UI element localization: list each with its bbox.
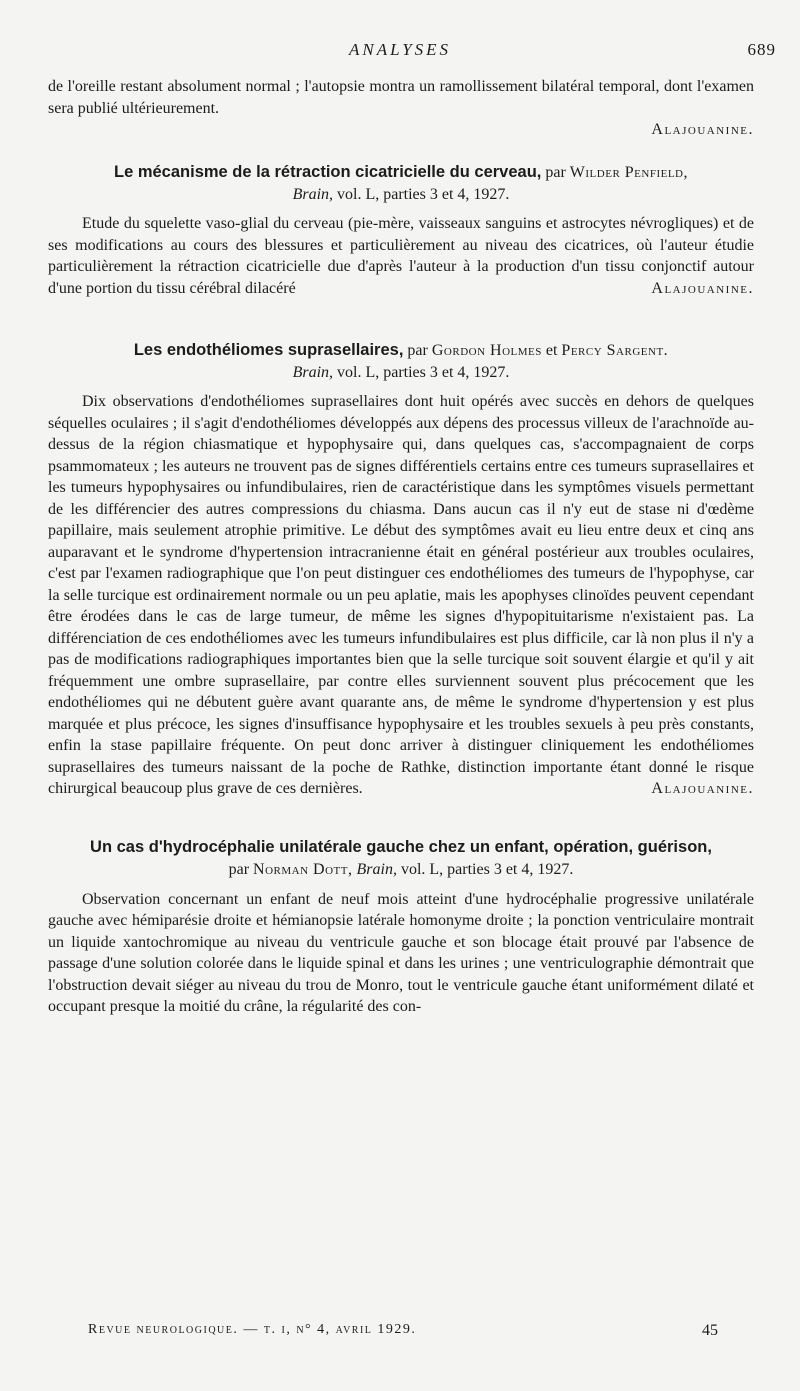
page-footer <box>88 1322 718 1344</box>
lead-in-paragraph: de l'oreille restant absolument normal ; l'autopsie montra un ramollissement bilatéral temporal, dont l'examen sera publié ultérieurement. <box>48 78 754 117</box>
article-1-ref: vol. L, parties 3 et 4, 1927. <box>337 186 510 203</box>
article-2-signature: Alajouanine. <box>651 780 754 797</box>
journal-footer: Revue neurologique. — t. i, n° 4, avril 1929. <box>88 1322 417 1337</box>
article-2-title: Les endothéliomes suprasellaires, <box>133 341 404 359</box>
article-1-signature: Alajouanine. <box>651 279 754 297</box>
article-1-authors: Wilder Penfield, <box>569 164 689 181</box>
article-3-journal: Brain, <box>356 860 397 878</box>
article-1-by: par <box>545 164 566 181</box>
article-2-and: et <box>545 342 558 359</box>
running-head <box>0 40 800 64</box>
article-2-body-text: Dix observations d'endothéliomes suprasellaires dont huit opérés avec succès en dehors de quelques séquelles oculaires ; il s'agit d'endothéliomes développés aux dépens des processus villeux de l'arachnoïde au-dessus de la région chiasmatique et hypophysaire qui, dans quelques cas, s'accompagnaient de corps psammomateux ; les auteurs ne trouvent pas de signes différentiels certains entre ces tumeurs suprasellaires et les tumeurs hypophysaires ou infundibulaires, rien de caractéristique dans les symptômes visuels permettant de les différencier des autres compressions du chiasma. Dans aucun cas il n'y eut de stase ni d'œdème papillaire, mais seulement atrophie primitive. Le début des symptômes avait eu lieu entre deux et cinq ans auparavant et le syndrome d'hypertension intracranienne était en général postérieur aux troubles oculaires, c'est par l'examen radiographique que l'on peut distinguer ces endothéliomes des tumeurs de l'hypophyse, car la selle turcique est ordinairement normale ou un peu aplatie, mais les apophyses clinoïdes peuvent cependant être érodées dans le cas de large tumeur, de même les signes d'hypopituitarisme n'existaient pas. La différenciation de ces endothéliomes avec les tumeurs infundibulaires est plus difficile, car là non plus il n'y a pas de modifications radiographiques importantes bien que la selle turcique soit souvent élargie et qu'il y ait fréquemment une ombre suprasellaire, par contre elles surviennent souvent plus précocement que les endothéliomes qui ne débutent guère avant quarante ans, de même le syndrome d'hypertension y est plus marquée et plus précoce, les signes d'insuffisance hypophysaire et les troubles sexuels à peu près constants, enfin la stase papillaire fréquente. On peut donc arriver à distinguer cliniquement les endothéliomes suprasellaires des tumeurs naissant de la poche de Rathke, distinction importante étant donné le risque chirurgical beaucoup plus grave de ces dernières. <box>48 393 754 797</box>
article-2-ref: vol. L, parties 3 et 4, 1927. <box>337 364 510 381</box>
article-3-authors: Norman Dott, <box>253 860 353 878</box>
article-1-citation <box>48 184 754 205</box>
article-2-journal: Brain, <box>292 364 334 381</box>
article-1-heading <box>48 161 754 184</box>
article-2-citation <box>48 362 754 383</box>
article-2-heading <box>48 339 754 362</box>
article-1-body <box>48 213 754 299</box>
page-number: 689 <box>747 40 776 59</box>
lead-in-signature: Alajouanine. <box>651 121 754 138</box>
article-2-author-2: Percy Sargent. <box>561 342 669 359</box>
article-3-heading <box>48 836 754 881</box>
signature-number: 45 <box>702 1322 718 1339</box>
article-3-body: Observation concernant un enfant de neuf mois atteint d'une hydrocéphalie progressive unilatérale gauche avec hémiparésie droite et hémianopsie latérale homonyme droite ; la ponction ventriculaire montrait un liquide xantochromique au niveau du ventricule gauche et son blocage était prouvé par l'absence de passage d'une solution colorée dans le liquide spinal et dans les urines ; une ventriculographie démontrait que l'obstruction devait siéger au niveau du trou de Monro, tout le ventricule gauche étant uniformément dilaté et occupant presque la moitié du crâne, la régularité des con- <box>48 890 754 1015</box>
article-3-by: par <box>228 860 250 878</box>
page-body <box>48 76 754 1018</box>
article-3-title: Un cas d'hydrocéphalie unilatérale gauche chez un enfant, opération, guérison, <box>90 837 712 856</box>
article-2-body <box>48 391 754 800</box>
article-3-ref: vol. L, parties 3 et 4, 1927. <box>400 860 574 878</box>
article-1-journal: Brain, <box>292 186 334 203</box>
article-1-body-text: Etude du squelette vaso-glial du cerveau (pie-mère, vaisseaux sanguins et astrocytes névrogliques) et de ses modifications au cours des blessures et particulièrement au niveau des cicatrices, où l'auteur étudie particulièrement la rétraction cicatricielle due d'après l'auteur à la production d'un tissu conjonctif autour d'une portion du tissu cérébral dilacéré <box>48 215 754 297</box>
article-2-author-1: Gordon Holmes <box>431 342 542 359</box>
section-title: ANALYSES <box>348 40 452 59</box>
article-2-by: par <box>407 342 428 359</box>
article-1-title: Le mécanisme de la rétraction cicatricielle du cerveau, <box>113 163 542 181</box>
